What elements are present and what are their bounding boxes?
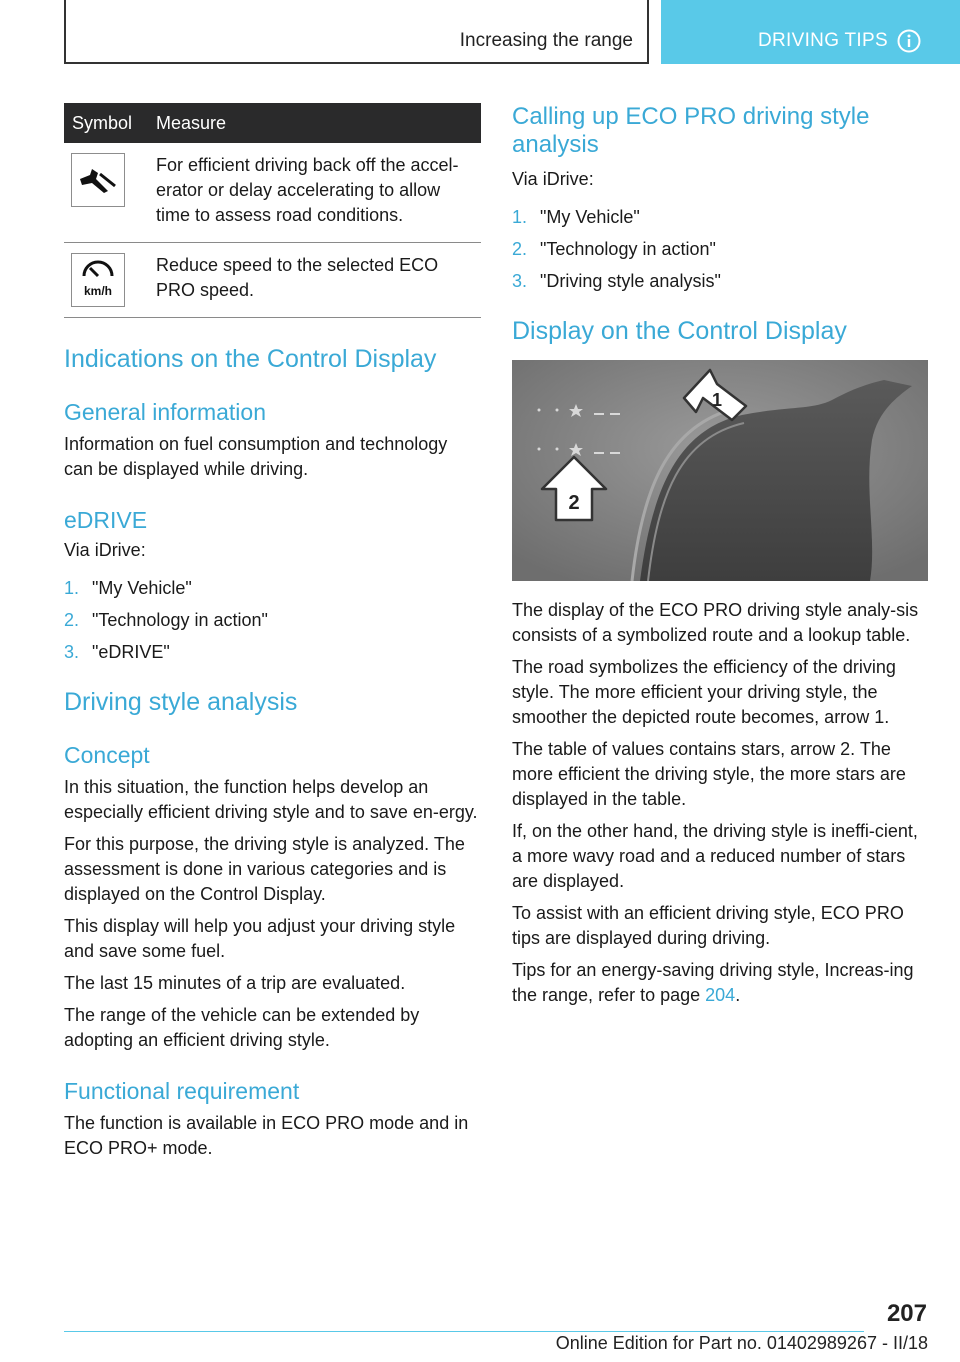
concept-paragraph: In this situation, the function helps develop an especially efficient driving style and to save en-ergy. (64, 777, 478, 822)
arrow-1-label: 1 (711, 390, 723, 410)
requirement-heading: Functional requirement (64, 1078, 300, 1104)
concept-paragraph: The range of the vehicle can be extended by adopting an efficient driving style. (64, 1005, 420, 1050)
general-info-heading: General information (64, 399, 266, 425)
header-section-box (64, 0, 649, 64)
concept-heading: Concept (64, 742, 150, 768)
list-item: 2. "Technology in action" (64, 610, 268, 630)
chapter-title: DRIVING TIPS (758, 30, 888, 51)
list-item: 3. "eDRIVE" (64, 642, 170, 662)
page-number: 207 (886, 1300, 927, 1327)
analysis-heading: Driving style analysis (64, 688, 298, 716)
calling-heading: Calling up ECO PRO driving style analysis (512, 103, 870, 158)
display-paragraph: To assist with an efficient driving style, ECO PRO tips are displayed during driving. (512, 903, 904, 948)
table-row (64, 143, 481, 243)
requirement-text: The function is available in ECO PRO mode and in ECO PRO+ mode. (64, 1113, 469, 1158)
right-column (512, 103, 928, 1008)
tips-paragraph: Tips for an energy-saving driving style, Increas-ing the range, refer to page 204. (512, 960, 914, 1005)
kmh-label: km/h (83, 284, 113, 298)
list-item: 1. "My Vehicle" (512, 207, 640, 227)
display-paragraph: If, on the other hand, the driving style is ineffi-cient, a more wavy road and a reduced number of stars are displayed. (512, 821, 918, 891)
header-chapter-bar (661, 0, 960, 64)
list-item: 1. "My Vehicle" (64, 578, 192, 598)
edrive-steps (64, 576, 481, 665)
display-heading: Display on the Control Display (512, 317, 847, 345)
symbol-measure-table (64, 103, 481, 318)
list-item: 3. "Driving style analysis" (512, 271, 721, 291)
route-illustration (512, 360, 928, 581)
table-row (64, 243, 481, 318)
table-header-symbol: Symbol (64, 103, 148, 143)
display-paragraph: The display of the ECO PRO driving style analy-sis consists of a symbolized route and a lookup table. (512, 600, 919, 645)
calling-steps (512, 205, 928, 294)
info-icon (897, 29, 921, 53)
section-title: Increasing the range (459, 30, 633, 51)
edrive-heading: eDRIVE (64, 507, 148, 533)
concept-paragraph: The last 15 minutes of a trip are evaluated. (64, 973, 406, 993)
footer-divider (64, 1331, 864, 1332)
measure-text: For efficient driving back off the accel-erator or delay accelerating to allow time to assess road conditions. (148, 143, 481, 243)
concept-paragraph: For this purpose, the driving style is analyzed. The assessment is done in various categories and is displayed on the Control Display. (64, 834, 465, 904)
concept-paragraph: This display will help you adjust your driving style and save some fuel. (64, 916, 456, 961)
calling-via: Via iDrive: (512, 169, 594, 189)
display-paragraph: The road symbolizes the efficiency of the driving style. The more efficient your driving style, the smoother the depicted route becomes, arrow 1. (512, 657, 896, 727)
list-item: 2. "Technology in action" (512, 239, 716, 259)
table-header-measure: Measure (148, 103, 481, 143)
left-column (64, 103, 481, 1161)
edition-footer: Online Edition for Part no. 01402989267 - II/18 (555, 1333, 928, 1353)
measure-text: Reduce speed to the selected ECO PRO speed. (148, 243, 481, 318)
control-display-figure (512, 360, 928, 581)
arrow-2-label: 2 (568, 492, 580, 514)
speedometer-kmh-icon (71, 253, 125, 307)
page-link[interactable]: 204 (705, 985, 736, 1005)
general-info-text: Information on fuel consumption and technology can be displayed while driving. (64, 434, 448, 479)
display-paragraph: The table of values contains stars, arrow 2. The more efficient the driving style, the more stars are displayed in the table. (512, 739, 906, 809)
foot-off-pedal-icon (71, 153, 125, 207)
edrive-via: Via iDrive: (64, 540, 146, 560)
indications-heading: Indications on the Control Display (64, 345, 437, 373)
